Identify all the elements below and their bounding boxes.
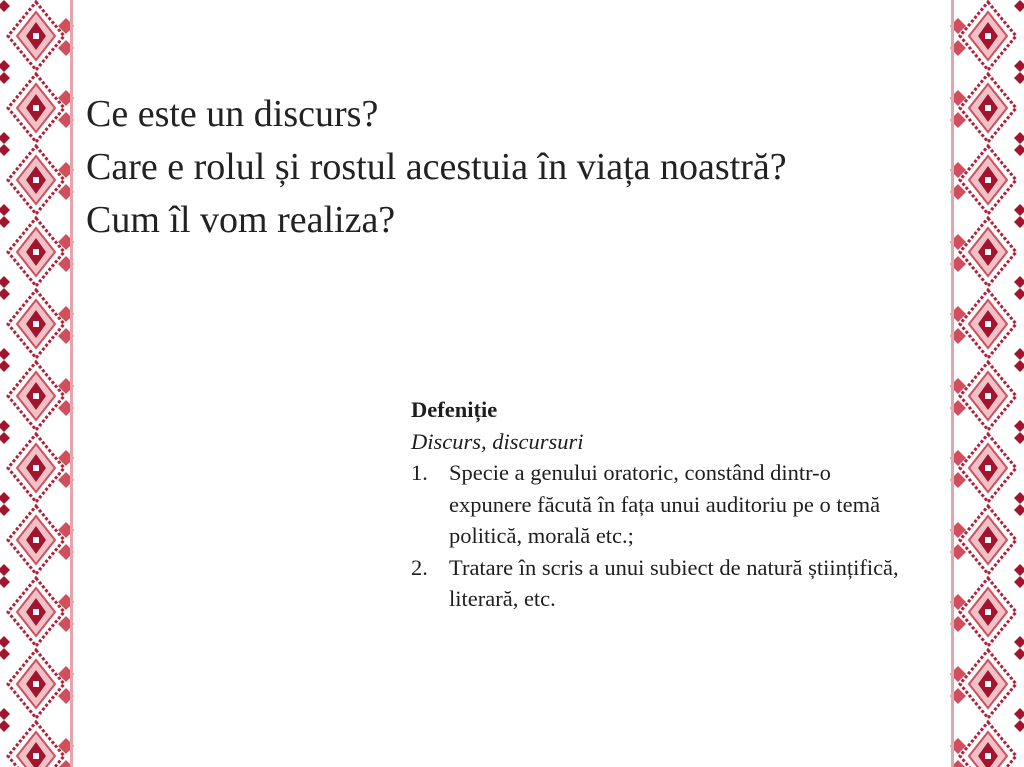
question-line: Care e rolul și rostul acestuia în viața noastră? (86, 146, 787, 188)
list-item-text: Specie a genului oratoric, constând dintr-o expunere făcută în fața unui auditoriu pe o temă politică, morală etc.; (449, 460, 881, 548)
question-line: Cum îl vom realiza? (86, 199, 396, 241)
question-line: Ce este un discurs? (86, 93, 379, 135)
definition-block (411, 394, 916, 615)
definition-title: Defeniție (411, 397, 498, 422)
left-embroidery-border (0, 0, 78, 767)
questions-block (86, 88, 787, 247)
definition-term: Discurs, discursuri (411, 428, 584, 454)
definition-list (411, 457, 916, 615)
list-item (411, 457, 916, 552)
embroidery-border-icon (0, 0, 78, 767)
right-embroidery-border (946, 0, 1024, 767)
embroidery-border-icon (946, 0, 1024, 767)
list-item-number: 1. (411, 460, 428, 485)
list-item (411, 552, 916, 615)
list-item-number: 2. (411, 554, 428, 580)
list-item-text: Tratare în scris a unui subiect de natură științifică, literară, etc. (449, 554, 899, 611)
